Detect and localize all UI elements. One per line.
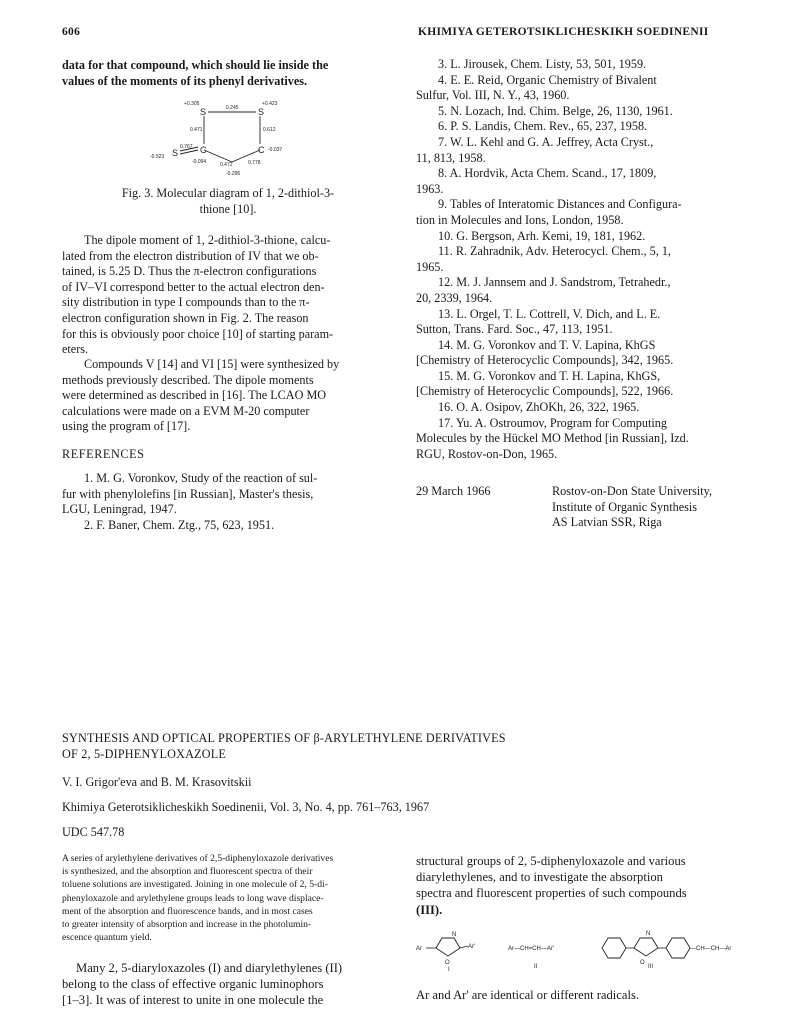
affiliation-line: Rostov-on-Don State University, <box>552 484 713 498</box>
atom-s-top-left: S <box>200 107 207 117</box>
abstract-line: is synthesized, and the absorption and fluorescent spectra of their <box>62 866 313 878</box>
text-line: for this is obviously poor choice [10] of starting param- <box>62 326 334 341</box>
molecular-diagram-fig3 <box>150 96 320 180</box>
text-line: Many 2, 5-diaryloxazoles (I) and diarylethylenes (II) <box>76 961 343 975</box>
s3-tail: —CH—CH—Ar <box>690 946 732 952</box>
reference-item: 17. Yu. A. Ostroumov, Program for Computing <box>438 415 667 430</box>
s3-n: N <box>646 931 651 937</box>
reference-item: 16. O. A. Osipov, ZhOKh, 26, 322, 1965. <box>438 400 640 415</box>
article-citation: Khimiya Geterotsiklicheskikh Soedinenii, Vol. 3, No. 4, pp. 761–763, 1967 <box>62 800 430 814</box>
text-line: data for that compound, which should lie inside the <box>62 58 329 72</box>
s1-label: I <box>448 967 450 972</box>
reference-item: 10. G. Bergson, Arh. Kemi, 19, 181, 1962. <box>438 228 646 243</box>
text-line: sity distribution in type I compounds than to the π- <box>62 295 310 310</box>
references-list-left <box>62 471 396 533</box>
text-line: methods previously described. The dipole moments <box>62 372 314 387</box>
received-date: 29 March 1966 <box>416 484 491 498</box>
affiliation-line: Institute of Organic Synthesis <box>552 499 697 514</box>
atom-c-right: C <box>258 145 265 155</box>
article-title <box>62 731 742 762</box>
charge-bottom: -0.296 <box>226 171 241 177</box>
affiliation-line: AS Latvian SSR, Riga <box>552 515 662 530</box>
reference-item: 15. M. G. Voronkov and T. H. Lapina, KhGS, <box>438 368 661 383</box>
page-number: 606 <box>62 26 81 38</box>
dipole-paragraph <box>62 233 396 358</box>
reference-item: 7. W. L. Kehl and G. A. Jeffrey, Acta Cryst., <box>438 134 654 149</box>
references-heading: REFERENCES <box>62 447 145 461</box>
reference-item: Sulfur, Vol. III, N. Y., 43, 1960. <box>416 88 570 103</box>
s2-label: II <box>534 964 538 970</box>
bond-right: 0.612 <box>263 127 276 133</box>
s3-label: III <box>648 964 654 970</box>
charge-c-left-low: -0.094 <box>192 159 207 165</box>
charge-s-top-left: +0.305 <box>184 101 200 107</box>
text-line: tained, is 5.25 D. Thus the π-electron configurations <box>62 264 317 279</box>
text-line: using the program of [17]. <box>62 419 191 434</box>
body-text-right <box>416 853 756 918</box>
text-line: belong to the class of effective organic luminophors <box>62 977 324 992</box>
reference-item: 5. N. Lozach, Ind. Chim. Belge, 26, 1130, 1961. <box>438 103 673 118</box>
reference-item: 1. M. G. Voronkov, Study of the reaction of sul- <box>84 471 318 485</box>
structure-i <box>416 932 475 972</box>
text-line: The dipole moment of 1, 2-dithiol-3-thione, calcu- <box>84 233 331 247</box>
reference-item: 4. E. E. Reid, Organic Chemistry of Bivalent <box>438 72 657 87</box>
bond-s-left: 0.767 <box>180 144 193 150</box>
caption-line: thione [10]. <box>199 201 257 216</box>
caption-line: Fig. 3. Molecular diagram of 1, 2-dithiol-3- <box>121 186 335 200</box>
text-line: calculations were made on a EVM M-20 computer <box>62 403 310 418</box>
udc-code: UDC 547.78 <box>62 825 125 839</box>
s3-o: O <box>640 960 645 966</box>
reference-item: 14. M. G. Voronkov and T. V. Lapina, KhGS <box>438 337 656 352</box>
reference-item: 1965. <box>416 259 444 274</box>
text-line: spectra and fluorescent properties of such compounds <box>416 886 687 901</box>
reference-item: Sutton, Trans. Fard. Soc., 47, 113, 1951. <box>416 322 613 337</box>
reference-item: 9. Tables of Interatomic Distances and Configura- <box>438 197 682 212</box>
references-list-right <box>416 57 756 462</box>
text-line: Compounds V [14] and VI [15] were synthesized by <box>84 357 340 371</box>
oxazole-ring <box>634 938 658 956</box>
bond-bottom-mid: 0.472 <box>220 162 233 168</box>
reference-item: 3. L. Jirousek, Chem. Listy, 53, 501, 1959. <box>438 57 647 71</box>
reference-item: fur with phenylolefins [in Russian], Master's thesis, <box>62 486 314 501</box>
text-line: diarylethylenes, and to investigate the absorption <box>416 870 663 885</box>
title-line: OF 2, 5-DIPHENYLOXAZOLE <box>62 746 227 761</box>
abstract-line: A series of arylethylene derivatives of 2,5-diphenyloxazole derivatives <box>62 853 334 864</box>
text-line: were determined as described in [16]. The LCAO MO <box>62 388 327 403</box>
text-line: of IV–VI correspond better to the actual electron den- <box>62 279 325 294</box>
reference-item: 13. L. Orgel, T. L. Cottrell, V. Dich, and L. E. <box>438 306 661 321</box>
reference-item: Molecules by the Hückel MO Method [in Russian], Izd. <box>416 431 689 446</box>
reference-item: 8. A. Hordvik, Acta Chem. Scand., 17, 1809, <box>438 166 657 181</box>
atom-s-left: S <box>172 148 179 158</box>
figure3-caption <box>62 186 394 217</box>
structures-row <box>416 924 756 972</box>
reference-item: 6. P. S. Landis, Chem. Rev., 65, 237, 1958. <box>438 119 648 134</box>
reference-item: 12. M. J. Jannsem and J. Sandstrom, Tetrahedr., <box>438 275 671 290</box>
reference-item: 11. R. Zahradnik, Adv. Heterocycl. Chem., 5, 1, <box>438 244 671 259</box>
s2-formula: Ar—CH=CH—Ar' <box>508 946 554 952</box>
abstract-line: escence quantum yield. <box>62 932 152 944</box>
reference-item: 20, 2339, 1964. <box>416 290 493 305</box>
charge-s-left: -0.523 <box>150 154 165 160</box>
text-line: [1–3]. It was of interest to unite in one molecule the <box>62 993 324 1008</box>
phenyl-ring <box>602 938 626 958</box>
structure-ii <box>508 946 554 970</box>
structure-iii <box>602 931 731 970</box>
body-text-left <box>62 960 396 1009</box>
atom-s-top-right: S <box>258 107 265 117</box>
bond-left: 0.471 <box>190 127 203 133</box>
bond-right-low: 0.778 <box>248 160 261 166</box>
reference-item: RGU, Rostov-on-Don, 1965. <box>416 446 558 461</box>
text-line: lated from the electron distribution of IV that we ob- <box>62 248 319 263</box>
charge-s-top-right: +0.423 <box>262 101 278 107</box>
reference-item: LGU, Leningrad, 1947. <box>62 502 177 517</box>
title-line: SYNTHESIS AND OPTICAL PROPERTIES OF β-ARYLETHYLENE DERIVATIVES <box>62 731 506 745</box>
abstract-line: to greater intensity of absorption and increase in the photolumin- <box>62 919 312 931</box>
affiliation <box>552 484 762 531</box>
intro-text <box>62 58 392 89</box>
abstract-line: phenyloxazole and arylethylene groups leads to long wave displace- <box>62 892 324 904</box>
bond-top: 0.245 <box>226 105 239 111</box>
s1-o: O <box>445 960 450 966</box>
reference-item: 2. F. Baner, Chem. Ztg., 75, 623, 1951. <box>84 517 275 532</box>
s1-ar-right: Ar' <box>468 944 476 950</box>
reference-item: 11, 813, 1958. <box>416 150 486 165</box>
text-line: eters. <box>62 342 89 357</box>
abstract <box>62 852 392 944</box>
phenylene-ring <box>666 938 690 958</box>
text-line: values of the moments of its phenyl derivatives. <box>62 73 308 88</box>
reference-item: 1963. <box>416 181 444 196</box>
abstract-line: ment of the absorption and fluorescence bands, and in most cases <box>62 905 313 917</box>
article-authors: V. I. Grigor'eva and B. M. Krasovitskii <box>62 775 252 789</box>
reference-item: [Chemistry of Heterocyclic Compounds], 342, 1965. <box>416 353 674 368</box>
reference-item: tion in Molecules and Ions, London, 1958. <box>416 212 624 227</box>
text-line: structural groups of 2, 5-diphenyloxazole and various <box>416 854 686 868</box>
s1-n: N <box>452 932 457 938</box>
compounds-paragraph <box>62 357 396 435</box>
running-header: KHIMIYA GETEROTSIKLICHESKIKH SOEDINENII <box>418 26 709 38</box>
reference-item: [Chemistry of Heterocyclic Compounds], 522, 1966. <box>416 384 674 399</box>
charge-c-right: -0.037 <box>268 147 283 153</box>
text-line: electron configuration shown in Fig. 2. The reason <box>62 310 309 325</box>
text-line: (III). <box>416 902 443 917</box>
abstract-line: toluene solutions are investigated. Joining in one molecule of 2, 5-di- <box>62 879 328 891</box>
atom-c-left: C <box>200 145 207 155</box>
footnote: Ar and Ar' are identical or different radicals. <box>416 988 640 1002</box>
s1-ar-left: Ar <box>416 946 422 952</box>
